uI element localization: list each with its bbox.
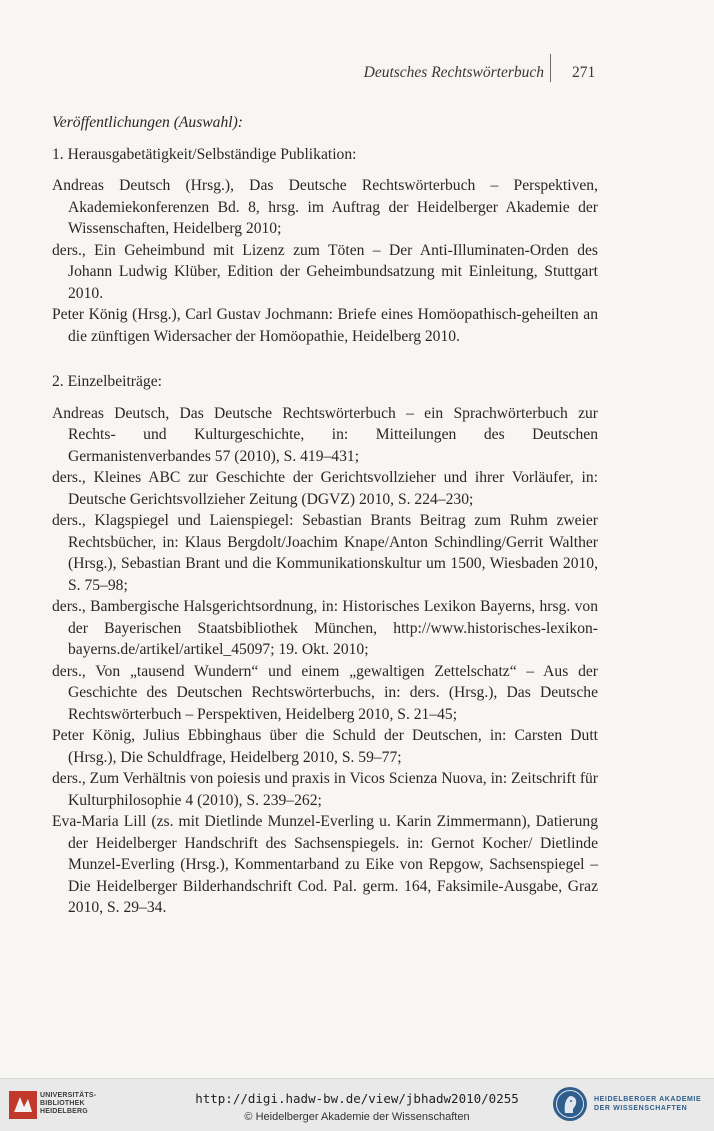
copyright-notice: © Heidelberger Akademie der Wissenschaften — [244, 1111, 470, 1123]
viewer-footer — [0, 1078, 714, 1131]
publication-entry: ders., Klagspiegel und Laienspiegel: Sebastian Brants Beitrag zum Ruhm zweier Rechtsbücher, in: Klaus Bergdolt/Joachim Knape/Anton Schindling/Gerrit Walther (Hrsg.), Sebastian Brant und die Kommunikationskultur um 1500, Wiesbaden 2010, S. 75–98; — [52, 512, 598, 594]
page-number: 271 — [572, 64, 596, 81]
library-name-line: UNIVERSITÄTS- — [40, 1092, 97, 1099]
publication-entry: Andreas Deutsch (Hrsg.), Das Deutsche Rechtswörterbuch – Perspektiven, Akademiekonferenzen Bd. 8, hrsg. im Auftrag der Heidelberger Akademie der Wissenschaften, Heidelberg 2010; — [52, 177, 598, 237]
publication-entry: Peter König (Hrsg.), Carl Gustav Jochmann: Briefe eines Homöopathisch-geheilten an die zünftigen Widersacher der Homöopathie, Heidelberg 2010. — [52, 306, 598, 345]
publication-entry: ders., Von „tausend Wundern“ und einem „gewaltigen Zettelschatz“ – Aus der Geschichte des Deutschen Rechtswörterbuchs, in: ders. (Hrsg.), Das Deutsche Rechtswörterbuch – Perspektiven, Heidelberg 2010, S. 21–45; — [52, 662, 598, 723]
subsection-heading-1: 1. Herausgabetätigkeit/Selbständige Publikation: — [52, 145, 357, 163]
publication-entry: Andreas Deutsch, Das Deutsche Rechtswörterbuch – ein Sprachwörterbuch zur Rechts- und Kulturgeschichte, in: Mitteilungen des Deutschen Germanistenverbandes 57 (2010), S. 419–431; — [52, 404, 598, 465]
running-head-title: Deutsches Rechtswörterbuch — [363, 64, 544, 81]
library-name-line: HEIDELBERG — [40, 1108, 88, 1115]
academy-name[interactable] — [594, 1095, 701, 1113]
publication-entry: ders., Zum Verhältnis von poiesis und praxis in Vicos Scienza Nuova, in: Zeitschrift für Kulturphilosophie 4 (2010), S. 239–262; — [52, 770, 598, 809]
running-head — [0, 62, 714, 86]
main-content — [52, 112, 598, 919]
publication-entry: Eva-Maria Lill (zs. mit Dietlinde Munzel-Everling u. Karin Zimmermann), Datierung der Heidelberger Handschrift des Sachsenspiegels. in: Gernot Kocher/ Dietlinde Munzel-Everling (Hrsg.), Kommentarband zu Eike von Repgow, Sachsenspiegel – Die Heidelberger Bilderhandschrift Cod. Pal. germ. 164, Faksimile-Ausgabe, Graz 2010, S. 29–34. — [52, 813, 598, 916]
publication-entry: ders., Kleines ABC zur Geschichte der Gerichtsvollzieher und ihrer Vorläufer, in: Deutsche Gerichtsvollzieher Zeitung (DGVZ) 2010, S. 224–230; — [52, 469, 598, 508]
publication-entry: Peter König, Julius Ebbinghaus über die Schuld der Deutschen, in: Carsten Dutt (Hrsg.), Die Schuldfrage, Heidelberg 2010, S. 59–77; — [52, 727, 598, 766]
section-title: Veröffentlichungen (Auswahl): — [52, 114, 243, 131]
academy-seal-icon[interactable] — [552, 1086, 588, 1122]
running-head-divider — [550, 54, 551, 82]
academy-name-line: DER WISSENSCHAFTEN — [594, 1105, 688, 1112]
permalink-url[interactable]: http://digi.hadw-bw.de/view/jbhadw2010/0255 — [195, 1091, 519, 1106]
academy-name-line: HEIDELBERGER AKADEMIE — [594, 1096, 702, 1103]
publication-entry: ders., Bambergische Halsgerichtsordnung, in: Historisches Lexikon Bayerns, hrsg. von der Bayerischen Staatsbibliothek München, http://www.historisches-lexikon-bayerns.de/artikel/artikel_45097; 19. Okt. 2010; — [52, 598, 598, 658]
subsection-heading-2: 2. Einzelbeiträge: — [52, 373, 162, 390]
library-name-line: BIBLIOTHEK — [40, 1100, 85, 1107]
publication-entry: ders., Ein Geheimbund mit Lizenz zum Töten – Der Anti-Illuminaten-Orden des Johann Ludwig Klüber, Edition der Geheimbundsatzung mit Einleitung, Stuttgart 2010. — [52, 241, 598, 302]
